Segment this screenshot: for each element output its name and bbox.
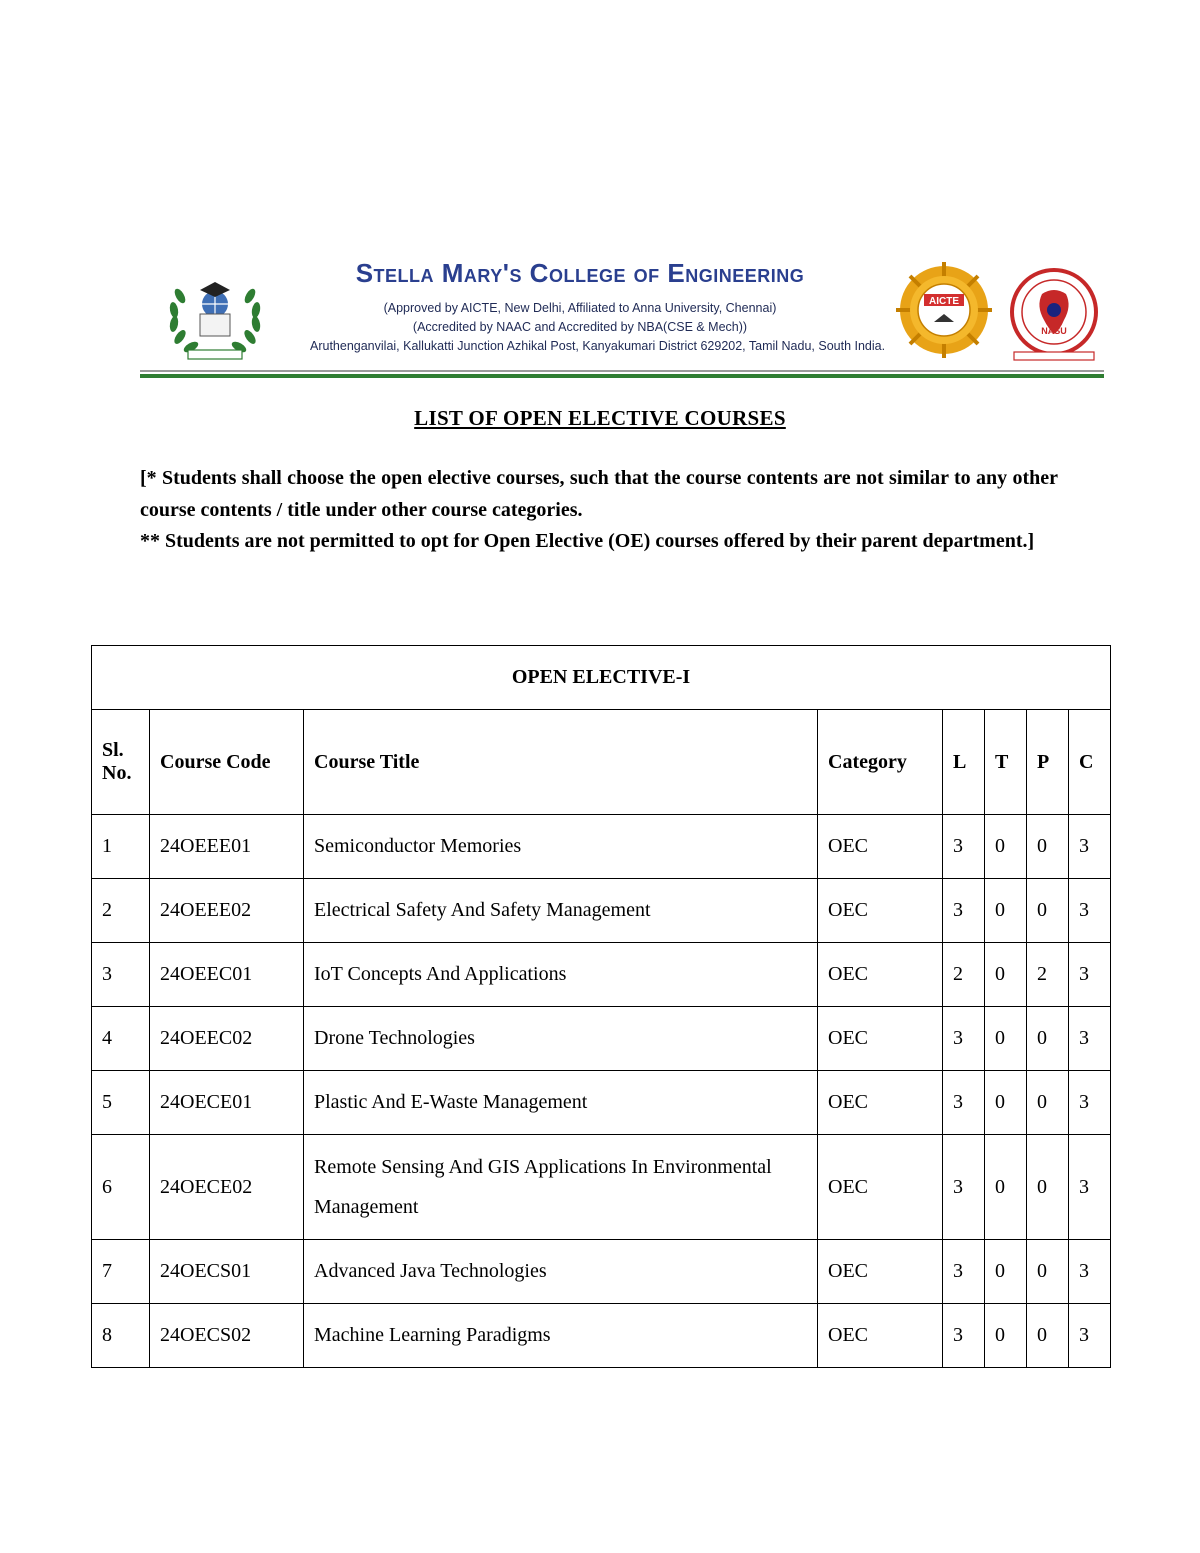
cell-p: 0	[1027, 1135, 1069, 1240]
cell-sl: 3	[92, 943, 150, 1007]
table-row	[92, 1135, 1111, 1240]
cell-p: 0	[1027, 1071, 1069, 1135]
table-row	[92, 1071, 1111, 1135]
cell-sl: 2	[92, 879, 150, 943]
cell-l: 3	[943, 1007, 985, 1071]
cell-c: 3	[1069, 943, 1111, 1007]
nasu-label: NASU	[1041, 326, 1067, 336]
cell-code: 24OECE01	[150, 1071, 304, 1135]
header-category: Category	[818, 710, 943, 815]
cell-l: 2	[943, 943, 985, 1007]
cell-c: 3	[1069, 1304, 1111, 1368]
cell-t: 0	[985, 1071, 1027, 1135]
header-course-title: Course Title	[304, 710, 818, 815]
cell-p: 0	[1027, 1304, 1069, 1368]
cell-c: 3	[1069, 1071, 1111, 1135]
cell-sl: 5	[92, 1071, 150, 1135]
header-sl-line2: No.	[102, 762, 132, 784]
cell-t: 0	[985, 1304, 1027, 1368]
cell-l: 3	[943, 815, 985, 879]
cell-p: 0	[1027, 1240, 1069, 1304]
address-line: Aruthenganvilai, Kallukatti Junction Azhikal Post, Kanyakumari District 629202, Tamil Nadu, South India.	[310, 339, 886, 353]
table-caption: OPEN ELECTIVE-I	[92, 646, 1111, 710]
table-caption-row	[92, 646, 1111, 710]
cell-category: OEC	[818, 1240, 943, 1304]
cell-t: 0	[985, 1135, 1027, 1240]
cell-category: OEC	[818, 1304, 943, 1368]
notes-block	[140, 463, 1058, 558]
header-sl-no	[92, 710, 150, 815]
cell-category: OEC	[818, 1007, 943, 1071]
header-rule-green	[140, 374, 1104, 378]
cell-code: 24OECS02	[150, 1304, 304, 1368]
cell-title: Advanced Java Technologies	[304, 1240, 818, 1304]
table-row	[92, 1007, 1111, 1071]
cell-c: 3	[1069, 1135, 1111, 1240]
letterhead	[140, 252, 1104, 382]
cell-title: Semiconductor Memories	[304, 815, 818, 879]
cell-sl: 1	[92, 815, 150, 879]
aicte-seal-icon	[896, 260, 992, 364]
table-row	[92, 1240, 1111, 1304]
cell-c: 3	[1069, 879, 1111, 943]
cell-l: 3	[943, 1135, 985, 1240]
cell-l: 3	[943, 1304, 985, 1368]
college-emblem-icon	[162, 266, 268, 366]
cell-category: OEC	[818, 943, 943, 1007]
table-row	[92, 1304, 1111, 1368]
note-choose-courses: [* Students shall choose the open elective courses, such that the course contents are not similar to any other course contents / title under other course categories.	[140, 467, 1058, 521]
cell-category: OEC	[818, 815, 943, 879]
college-info	[310, 252, 886, 356]
accreditation-line: (Accredited by NAAC and Accredited by NBA(CSE & Mech))	[412, 320, 748, 334]
cell-title: IoT Concepts And Applications	[304, 943, 818, 1007]
cell-title: Electrical Safety And Safety Management	[304, 879, 818, 943]
cell-category: OEC	[818, 879, 943, 943]
document-title: LIST OF OPEN ELECTIVE COURSES	[414, 406, 786, 430]
cell-code: 24OECS01	[150, 1240, 304, 1304]
header-course-code: Course Code	[150, 710, 304, 815]
cell-title: Plastic And E-Waste Management	[304, 1071, 818, 1135]
cell-p: 0	[1027, 1007, 1069, 1071]
open-elective-table	[91, 645, 1111, 1368]
cell-l: 3	[943, 879, 985, 943]
table-row	[92, 943, 1111, 1007]
cell-title: Drone Technologies	[304, 1007, 818, 1071]
cell-code: 24OEEC02	[150, 1007, 304, 1071]
cell-title: Machine Learning Paradigms	[304, 1304, 818, 1368]
cell-c: 3	[1069, 1007, 1111, 1071]
cell-t: 0	[985, 879, 1027, 943]
approval-line: (Approved by AICTE, New Delhi, Affiliated to Anna University, Chennai)	[383, 301, 777, 315]
cell-p: 0	[1027, 815, 1069, 879]
college-name: Stella Mary's College of Engineering	[355, 258, 805, 288]
header-p: P	[1027, 710, 1069, 815]
header-sl-line1: Sl.	[102, 739, 124, 761]
cell-category: OEC	[818, 1071, 943, 1135]
cell-sl: 7	[92, 1240, 150, 1304]
cell-sl: 8	[92, 1304, 150, 1368]
cell-code: 24OECE02	[150, 1135, 304, 1240]
cell-t: 0	[985, 1007, 1027, 1071]
cell-p: 2	[1027, 943, 1069, 1007]
header-rule-gray	[140, 370, 1104, 372]
cell-t: 0	[985, 815, 1027, 879]
table-row	[92, 879, 1111, 943]
cell-sl: 6	[92, 1135, 150, 1240]
cell-sl: 4	[92, 1007, 150, 1071]
note-parent-department: ** Students are not permitted to opt for Open Elective (OE) courses offered by their parent department.]	[140, 530, 1035, 552]
cell-code: 24OEEE01	[150, 815, 304, 879]
table-header-row	[92, 710, 1111, 815]
cell-code: 24OEEE02	[150, 879, 304, 943]
nasu-seal-icon	[1004, 266, 1104, 366]
cell-category: OEC	[818, 1135, 943, 1240]
aicte-label: AICTE	[929, 296, 959, 307]
cell-c: 3	[1069, 815, 1111, 879]
table-row	[92, 815, 1111, 879]
cell-l: 3	[943, 1071, 985, 1135]
cell-t: 0	[985, 943, 1027, 1007]
cell-title: Remote Sensing And GIS Applications In Environmental Management	[304, 1135, 818, 1240]
cell-t: 0	[985, 1240, 1027, 1304]
header-c: C	[1069, 710, 1111, 815]
cell-l: 3	[943, 1240, 985, 1304]
cell-p: 0	[1027, 879, 1069, 943]
header-t: T	[985, 710, 1027, 815]
cell-c: 3	[1069, 1240, 1111, 1304]
header-l: L	[943, 710, 985, 815]
cell-code: 24OEEC01	[150, 943, 304, 1007]
